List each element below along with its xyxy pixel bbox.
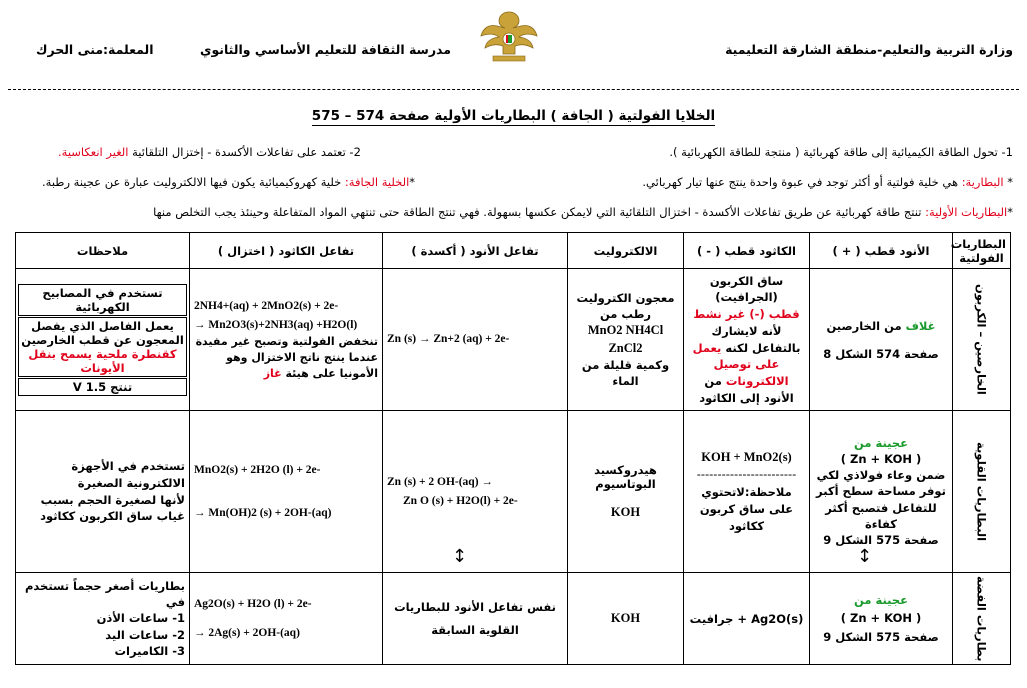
cathode-reaction-cell: 2NH4+(aq) + 2MnO2(s) + 2e- → Mn2O3(s)+2NH3(aq) +H2O(l) تنخفض الفولتية وتصبح غير مفيدة عندما ينتج ناتج الاختزال وهو الأمونيا على هيئة غاز xyxy=(190,269,383,411)
teacher-header: المعلمة:منى الحرك xyxy=(36,42,154,57)
intro-point-2: 2- تعتمد على تفاعلات الأكسدة - إختزال التلقائية الغير انعكاسية. xyxy=(58,145,361,159)
anode-cell: غلاف من الخارصين صفحة 574 الشكل 8 xyxy=(810,269,953,411)
header-anode-reaction: تفاعل الأنود ( أكسدة ) xyxy=(383,233,568,269)
table-row xyxy=(16,573,1011,665)
header-cathode: الكاثود قطب ( - ) xyxy=(684,233,810,269)
table-header-row xyxy=(16,233,1011,269)
anode-cell: عجينة من ( Zn + KOH ) ضمن وعاء فولاذي لكي توفر مساحة سطح أكبر للتفاعل فتصبح أكثر كفاءة صفحة 575 الشكل 9 xyxy=(810,411,953,573)
double-arrow-icon: ↕ xyxy=(857,546,873,567)
header-divider xyxy=(8,89,1019,90)
header-anode: الأنود قطب ( + ) xyxy=(810,233,953,269)
anode-equation: Zn (s) → Zn+2 (aq) + 2e- xyxy=(387,333,510,346)
anode-reaction-cell xyxy=(383,269,568,411)
primary-battery-definition: *البطاريات الأولية: تنتج طاقة كهربائية عن طريق تفاعلات الأكسدة - اختزال التلقائية التي لايمكن عكسها بسهولة. فهي تنتج الطاقة حتى تنتهي المواد المتفاعلة وحينئذ يجب التخلص منها xyxy=(153,205,1013,219)
row-name-cell: البطاريات القلوية xyxy=(953,411,1011,573)
notes-cell: تستخدم في المصابيح الكهربائية يعمل الفاصل الذي يفصل المعجون عن قطب الخارصين كقنطرة ملحية يسمح بنقل الأيونات تنتج 1.5 V xyxy=(16,269,190,411)
header-name: البطاريات الفولتية xyxy=(953,233,1011,269)
anode-cell: عجينة من ( Zn + KOH ) صفحة 575 الشكل 9 xyxy=(810,573,953,665)
anode-reaction-cell: Zn (s) + 2 OH-(aq) → Zn O (s) + H2O(l) + 2e- xyxy=(383,411,568,573)
cathode-cell: Ag2O(s) + جرافيت xyxy=(684,573,810,665)
battery-definition: * البطارية: هي خلية فولتية أو أكثر توجد في عبوة واحدة ينتج عنها تيار كهربائي. xyxy=(642,175,1013,189)
table-row xyxy=(16,269,1011,411)
cathode-reaction-cell: MnO2(s) + 2H2O (l) + 2e- → Mn(OH)2 (s) + 2OH-(aq) xyxy=(190,411,383,573)
notes-cell: بطاريات أصغر حجماً تستخدم في 1- ساعات الأذن 2- ساعات اليد 3- الكاميرات xyxy=(16,573,190,665)
cathode-reaction-cell: Ag2O(s) + H2O (l) + 2e- → 2Ag(s) + 2OH-(aq) xyxy=(190,573,383,665)
page-title: الخلايا الفولتية ( الجافة ) البطاريات الأولية صفحة 574 – 575 xyxy=(311,108,716,124)
header-electrolyte: الالكتروليت xyxy=(568,233,684,269)
cathode-cell: ساق الكربون (الجرافيت) قطب (-) غير نشط لأنه لايشارك بالتفاعل لكنه يعمل على توصيل الالكترونات من الأنود إلى الكاثود xyxy=(684,269,810,411)
electrolyte-cell: هيدروكسيد البوتاسيوم KOH xyxy=(568,411,684,573)
row-name-cell: بطاريات الفضة xyxy=(953,573,1011,665)
header-cathode-reaction: تفاعل الكاثود ( اختزال ) xyxy=(190,233,383,269)
anode-reaction-cell: نفس تفاعل الأنود للبطاريات القلوية السابقة xyxy=(383,573,568,665)
double-arrow-icon: ↕ xyxy=(452,546,468,567)
row-name-cell: الخارصين – الكربون xyxy=(953,269,1011,411)
electrolyte-cell: KOH xyxy=(568,573,684,665)
dry-cell-definition: *الخلية الجافة: خلية كهروكيميائية يكون فيها الالكتروليت عبارة عن عجينة رطبة. xyxy=(42,175,416,189)
cathode-cell: KOH + MnO2(s) ------------------------ ملاحظة:لاتحتوي على ساق كربون ككاثود xyxy=(684,411,810,573)
notes-cell: تستخدم في الأجهزة الالكترونية الصغيرة لأنها لصغيرة الحجم بسبب غياب ساق الكربون ككاثود xyxy=(16,411,190,573)
batteries-table xyxy=(15,232,1011,665)
school-header: مدرسة الثقافة للتعليم الأساسي والثانوي xyxy=(200,42,451,57)
uae-emblem-icon xyxy=(477,6,541,66)
electrolyte-cell: معجون الكتروليت رطب من MnO2 NH4Cl ZnCl2 وكمية قليلة من الماء xyxy=(568,269,684,411)
header-notes: ملاحظات xyxy=(16,233,190,269)
ministry-header: وزارة التربية والتعليم-منطقة الشارقة التعليمية xyxy=(725,42,1013,57)
intro-point-1: 1- تحول الطاقة الكيميائية إلى طاقة كهربائية ( منتجة للطاقة الكهربائية ). xyxy=(669,145,1013,159)
